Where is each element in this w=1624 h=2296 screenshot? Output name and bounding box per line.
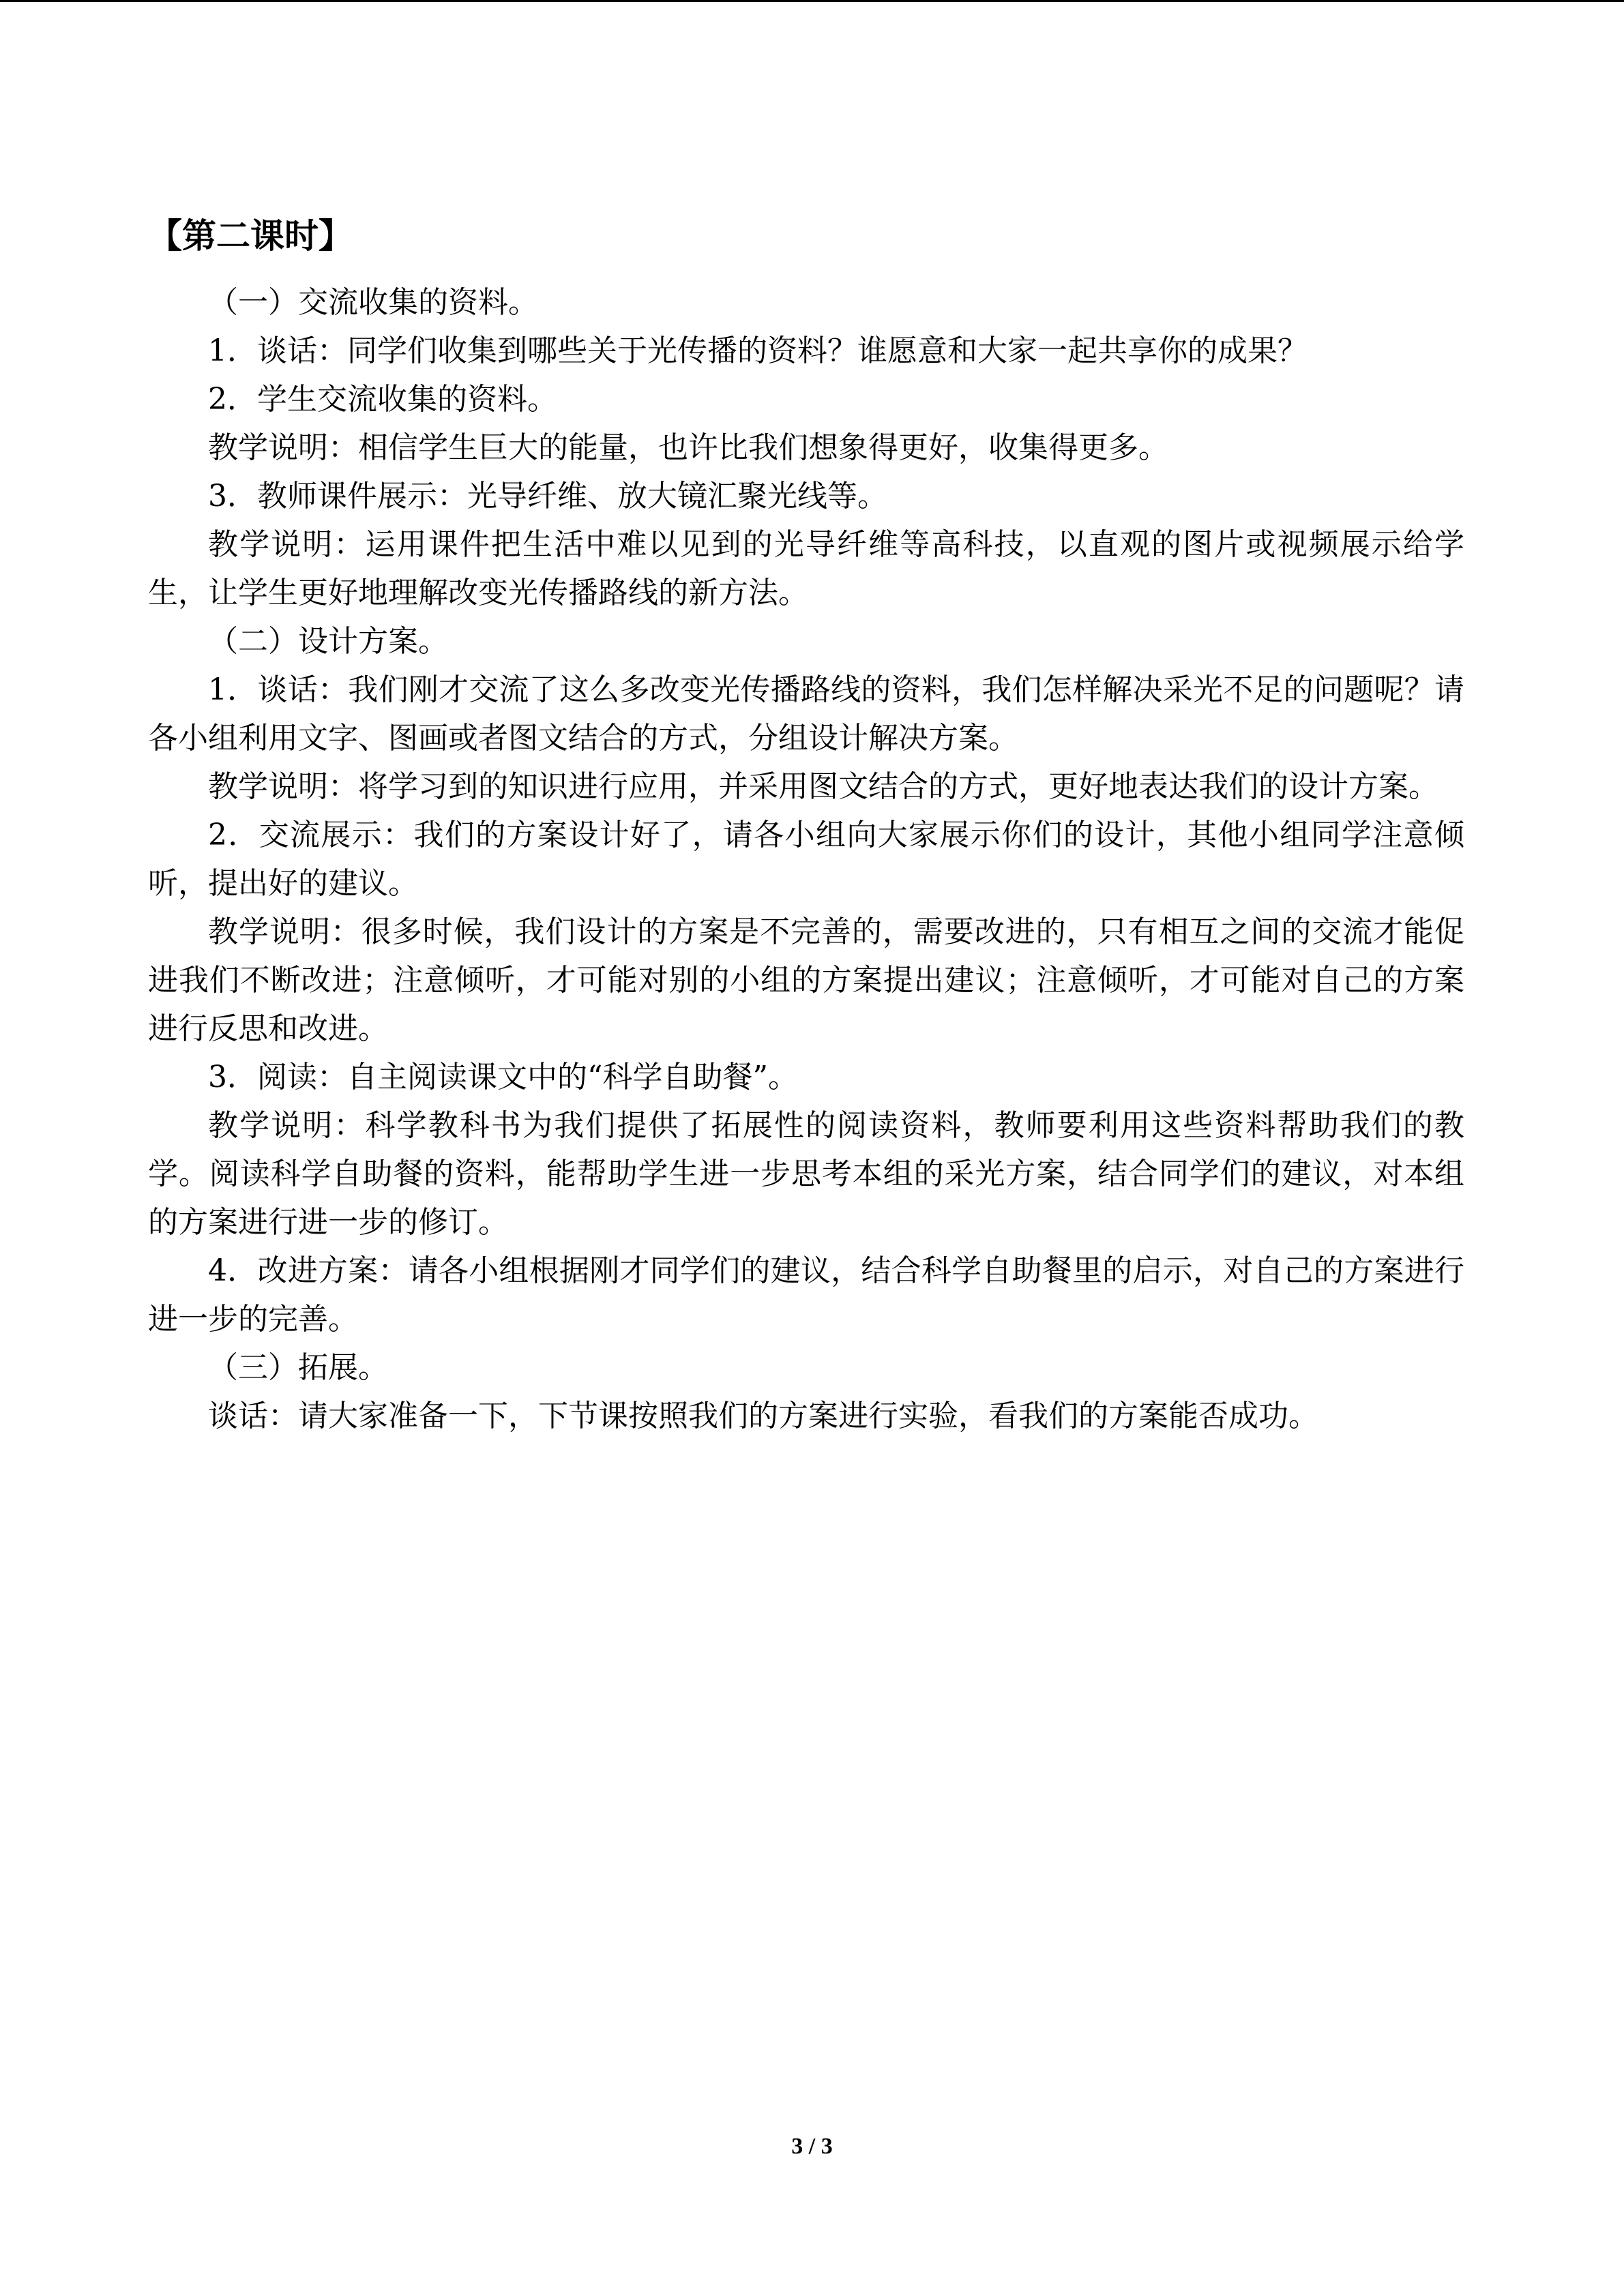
teaching-note: 教学说明：运用课件把生活中难以见到的光导纤维等高科技，以直观的图片或视频展示给学生，让学生更好地理解改变光传播路线的新方法。 [148, 527, 1464, 610]
paragraph: 2．交流展示：我们的方案设计好了，请各小组向大家展示你们的设计，其他小组同学注意倾听，提出好的建议。 [148, 818, 1464, 901]
page-number: 3 / 3 [791, 2134, 833, 2159]
teaching-note: 教学说明：科学教科书为我们提供了拓展性的阅读资料，教师要利用这些资料帮助我们的教学。阅读科学自助餐的资料，能帮助学生进一步思考本组的采光方案，结合同学们的建议，对本组的方案进行进一步的修订。 [148, 1108, 1464, 1240]
paragraph: 3．阅读：自主阅读课文中的“科学自助餐”。 [208, 1060, 798, 1094]
paragraph: 3．教师课件展示：光导纤维、放大镜汇聚光线等。 [208, 479, 887, 513]
paragraph-subheading-3: （三）拓展。 [208, 1350, 388, 1385]
paragraph: 1．谈话：同学们收集到哪些关于光传播的资料？谁愿意和大家一起共享你的成果？ [208, 333, 1308, 368]
paragraph: 4．改进方案：请各小组根据刚才同学们的建议，结合科学自助餐里的启示，对自己的方案进行进一步的完善。 [148, 1253, 1464, 1337]
paragraph: 谈话：请大家准备一下，下节课按照我们的方案进行实验，看我们的方案能否成功。 [208, 1399, 1318, 1433]
paragraph-subheading-2: （二）设计方案。 [208, 624, 448, 659]
top-border-line [0, 0, 1624, 2]
document-body [148, 211, 1464, 1440]
teaching-note: 教学说明：很多时候，我们设计的方案是不完善的，需要改进的，只有相互之间的交流才能促进我们不断改进；注意倾听，才可能对别的小组的方案提出建议；注意倾听，才可能对自己的方案进行反思和改进。 [148, 914, 1464, 1046]
paragraph-subheading-1: （一）交流收集的资料。 [208, 285, 538, 320]
teaching-note: 教学说明：相信学生巨大的能量，也许比我们想象得更好，收集得更多。 [208, 430, 1168, 465]
paragraph: 2．学生交流收集的资料。 [208, 382, 557, 417]
teaching-note: 教学说明：将学习到的知识进行应用，并采用图文结合的方式，更好地表达我们的设计方案。 [208, 769, 1438, 804]
paragraph: 1．谈话：我们刚才交流了这么多改变光传播路线的资料，我们怎样解决采光不足的问题呢？请各小组利用文字、图画或者图文结合的方式，分组设计解决方案。 [148, 672, 1464, 756]
section-title: 【第二课时】 [148, 216, 353, 256]
